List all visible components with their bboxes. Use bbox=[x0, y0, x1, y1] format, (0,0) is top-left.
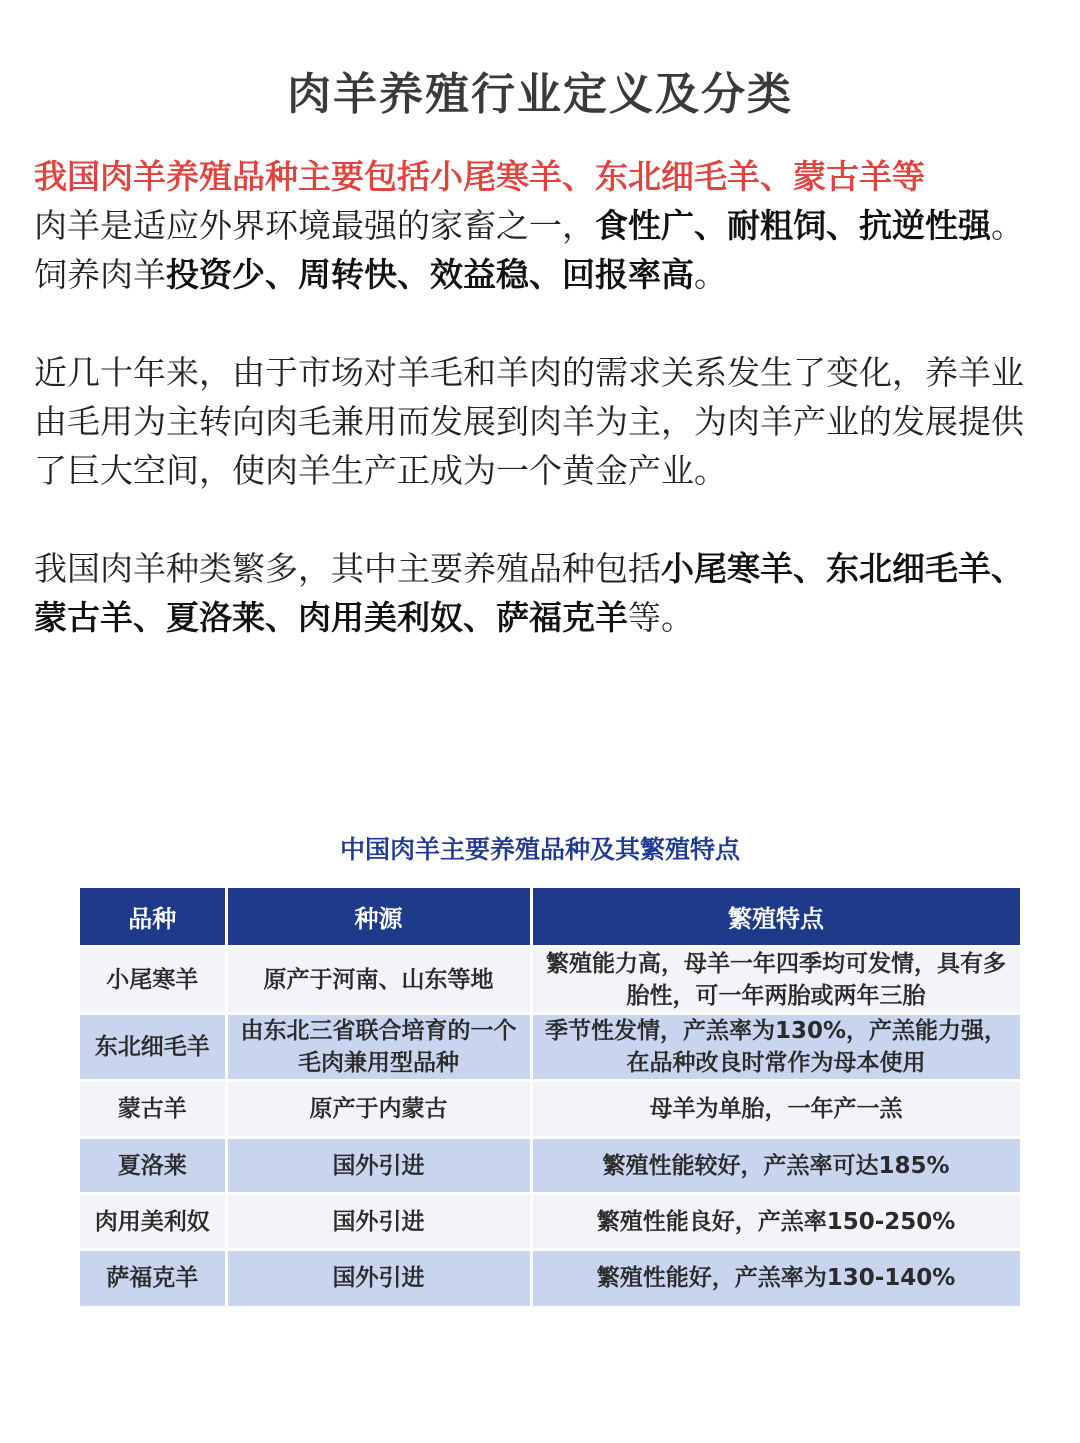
header-traits: 繁殖特点 bbox=[531, 888, 1021, 947]
table-row bbox=[80, 947, 1021, 1014]
article-body bbox=[34, 152, 1046, 642]
paragraph-3 bbox=[34, 544, 1046, 642]
cell-origin: 由东北三省联合培育的一个毛肉兼用型品种 bbox=[226, 1014, 531, 1081]
header-breed: 品种 bbox=[80, 888, 226, 947]
cell-breed: 东北细毛羊 bbox=[80, 1014, 226, 1081]
cell-breed: 蒙古羊 bbox=[80, 1081, 226, 1138]
cell-traits: 季节性发情，产羔率为130%，产羔能力强，在品种改良时常作为母本使用 bbox=[531, 1014, 1021, 1081]
p1-text-c: 。饲养肉羊 bbox=[34, 206, 1024, 294]
cell-traits: 繁殖性能好，产羔率为130-140% bbox=[531, 1250, 1021, 1306]
table-row bbox=[80, 1194, 1021, 1250]
cell-origin: 国外引进 bbox=[226, 1250, 531, 1306]
p3-bold-b: 小尾寒羊、东北细毛羊、蒙古羊、夏洛莱、肉用美利奴、萨福克羊 bbox=[34, 549, 1024, 637]
cell-traits: 繁殖性能良好，产羔率150-250% bbox=[531, 1194, 1021, 1250]
table-row bbox=[80, 1250, 1021, 1306]
cell-origin: 国外引进 bbox=[226, 1138, 531, 1194]
cell-traits: 母羊为单胎，一年产一羔 bbox=[531, 1081, 1021, 1138]
p1-text-e: 。 bbox=[694, 255, 727, 294]
table-row bbox=[80, 1138, 1021, 1194]
headline: 我国肉羊养殖品种主要包括小尾寒羊、东北细毛羊、蒙古羊等 bbox=[34, 157, 925, 196]
cell-breed: 肉用美利奴 bbox=[80, 1194, 226, 1250]
breeds-table bbox=[80, 888, 1023, 1306]
cell-breed: 小尾寒羊 bbox=[80, 947, 226, 1014]
header-origin: 种源 bbox=[226, 888, 531, 947]
table-title: 中国肉羊主要养殖品种及其繁殖特点 bbox=[339, 835, 740, 864]
cell-origin: 原产于内蒙古 bbox=[226, 1081, 531, 1138]
table-row bbox=[80, 1081, 1021, 1138]
p1-bold-d: 投资少、周转快、效益稳、回报率高 bbox=[166, 255, 694, 294]
cell-breed: 萨福克羊 bbox=[80, 1250, 226, 1306]
table-row bbox=[80, 1014, 1021, 1081]
p3-text-c: 等。 bbox=[628, 598, 694, 637]
cell-origin: 国外引进 bbox=[226, 1194, 531, 1250]
table-header-row bbox=[80, 888, 1021, 947]
cell-traits: 繁殖能力高，母羊一年四季均可发情，具有多胎性，可一年两胎或两年三胎 bbox=[531, 947, 1021, 1014]
p1-text-a: 肉羊是适应外界环境最强的家畜之一， bbox=[34, 206, 595, 245]
paragraph-1 bbox=[34, 201, 1046, 299]
cell-breed: 夏洛莱 bbox=[80, 1138, 226, 1194]
paragraph-2: 近几十年来，由于市场对羊毛和羊肉的需求关系发生了变化，养羊业由毛用为主转向肉毛兼用而发展到肉羊为主，为肉羊产业的发展提供了巨大空间，使肉羊生产正成为一个黄金产业。 bbox=[34, 353, 1024, 490]
cell-origin: 原产于河南、山东等地 bbox=[226, 947, 531, 1014]
page-title: 肉羊养殖行业定义及分类 bbox=[287, 69, 793, 120]
p1-bold-b: 食性广、耐粗饲、抗逆性强 bbox=[595, 206, 991, 245]
cell-traits: 繁殖性能较好，产羔率可达185% bbox=[531, 1138, 1021, 1194]
p3-text-a: 我国肉羊种类繁多，其中主要养殖品种包括 bbox=[34, 549, 661, 588]
